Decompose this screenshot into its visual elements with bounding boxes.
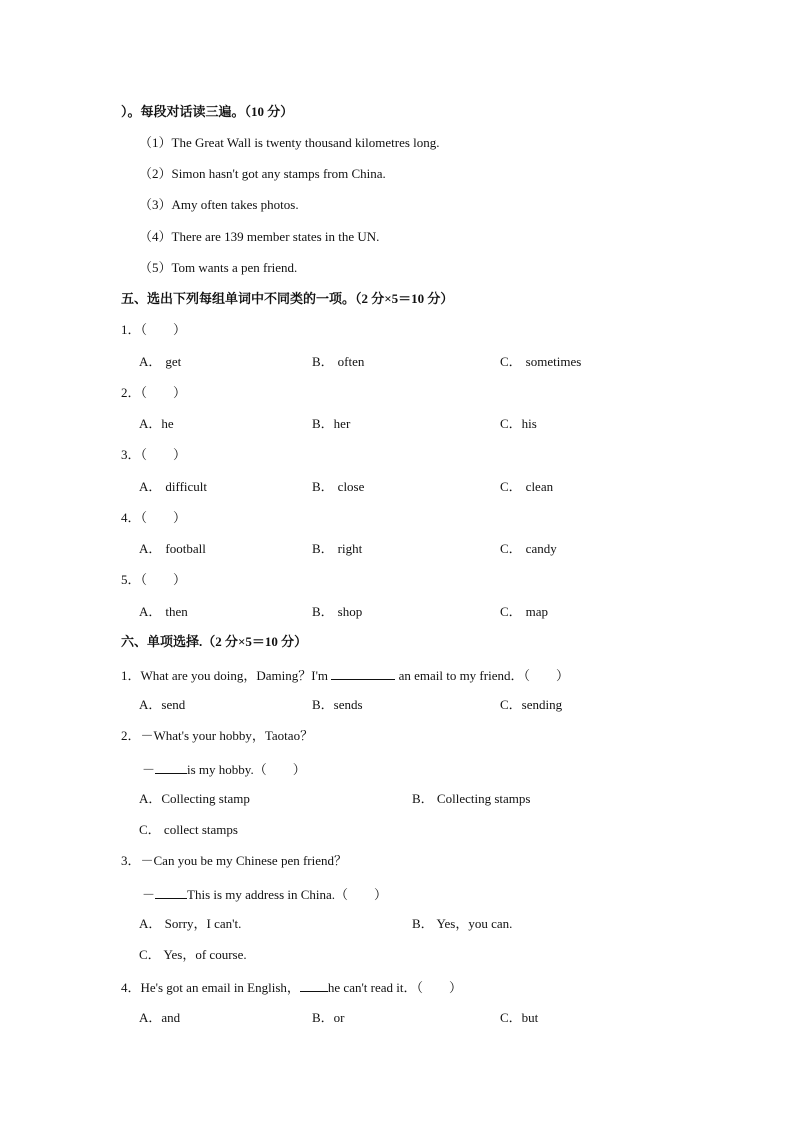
option-c[interactable] [500,354,581,370]
question-stem: 2．－What's your hobby，Taotao？ [121,728,314,743]
section-heading-6: 六、单项选择.（2 分×5＝10 分） [121,634,308,649]
statement-2: （2）Simon hasn't got any stamps from China. [139,166,386,181]
option-b[interactable] [312,416,350,432]
option-b[interactable]: B．or [312,1010,345,1025]
option-text: football [165,541,206,556]
option-label: B． [312,604,334,619]
reply-dash: － [142,762,156,777]
option-text: often [337,354,365,369]
option-text: candy [525,541,557,556]
question-stem: 3．－Can you be my Chinese pen friend？ [121,853,348,868]
reply-text: This is my address in China.（ ） [187,887,388,902]
option-label: B． [312,541,334,556]
option-c[interactable]: C．sending [500,697,563,712]
option-b[interactable]: B．sends [312,697,363,712]
option-text: then [165,604,188,619]
option-text: close [337,479,365,494]
reply-line [142,760,306,778]
option-label: A． [139,604,162,619]
option-text: he [161,416,174,431]
option-label: A． [139,479,162,494]
option-c[interactable] [500,479,553,495]
stem-text: 1．What are you doing，Daming？I'm [121,668,332,683]
option-text: map [525,604,549,619]
option-label: B． [312,354,334,369]
option-c[interactable]: C． collect stamps [139,822,238,837]
stem-text: 4．He's got an email in English， [121,980,300,995]
option-c[interactable] [500,604,548,620]
option-b[interactable] [312,354,364,370]
option-label: B． [312,416,334,431]
option-b[interactable]: B． Collecting stamps [412,791,531,806]
option-a[interactable]: A．send [139,697,186,712]
option-label: C． [500,416,522,431]
option-a[interactable] [139,604,188,620]
option-text: sometimes [525,354,582,369]
question-stem: 3．（ ） [121,447,187,462]
option-label: A． [139,416,162,431]
statement-5: （5）Tom wants a pen friend. [139,260,298,275]
option-c[interactable] [500,541,557,557]
option-c[interactable]: C． Yes，of course. [139,947,247,962]
answer-blank[interactable] [331,666,395,680]
option-text: clean [525,479,554,494]
option-text: his [521,416,537,431]
option-a[interactable] [139,541,206,557]
statement-1: （1）The Great Wall is twenty thousand kilometres long. [139,135,440,150]
option-a[interactable] [139,416,174,432]
question-stem: 5．（ ） [121,572,187,587]
option-a[interactable] [139,479,207,495]
option-text: shop [337,604,363,619]
stem-text: an email to my friend．（ ） [395,668,569,683]
question-stem: 1．（ ） [121,322,187,337]
option-label: A． [139,354,162,369]
answer-blank[interactable] [155,760,187,774]
option-text: right [337,541,363,556]
question-stem [121,978,462,996]
statement-4: （4）There are 139 member states in the UN. [139,229,380,244]
question-stem: 2．（ ） [121,385,187,400]
question-stem [121,666,569,684]
option-b[interactable]: B． Yes，you can. [412,916,513,931]
reply-text: is my hobby.（ ） [187,762,306,777]
option-text: her [333,416,351,431]
option-b[interactable] [312,479,364,495]
option-a[interactable]: A．and [139,1010,181,1025]
reply-dash: － [142,887,156,902]
section-heading-5: 五、选出下列每组单词中不同类的一项。（2 分×5＝10 分） [121,291,454,306]
option-a[interactable] [139,354,181,370]
option-label: C． [500,479,522,494]
section-heading-4: ）。每段对话读三遍。（10 分） [121,104,294,119]
option-b[interactable] [312,541,362,557]
option-b[interactable] [312,604,362,620]
option-label: B． [312,479,334,494]
answer-blank[interactable] [155,885,187,899]
option-a[interactable]: A．Collecting stamp [139,791,250,806]
option-text: get [165,354,182,369]
answer-blank[interactable] [300,978,328,992]
option-label: C． [500,541,522,556]
option-label: A． [139,541,162,556]
option-label: C． [500,604,522,619]
option-label: C． [500,354,522,369]
option-a[interactable]: A． Sorry，I can't. [139,916,242,931]
statement-3: （3）Amy often takes photos. [139,197,299,212]
option-c[interactable]: C．but [500,1010,539,1025]
stem-text: he can't read it．（ ） [327,980,463,995]
option-text: difficult [165,479,208,494]
question-stem: 4．（ ） [121,510,187,525]
reply-line [142,885,387,903]
option-c[interactable] [500,416,537,432]
